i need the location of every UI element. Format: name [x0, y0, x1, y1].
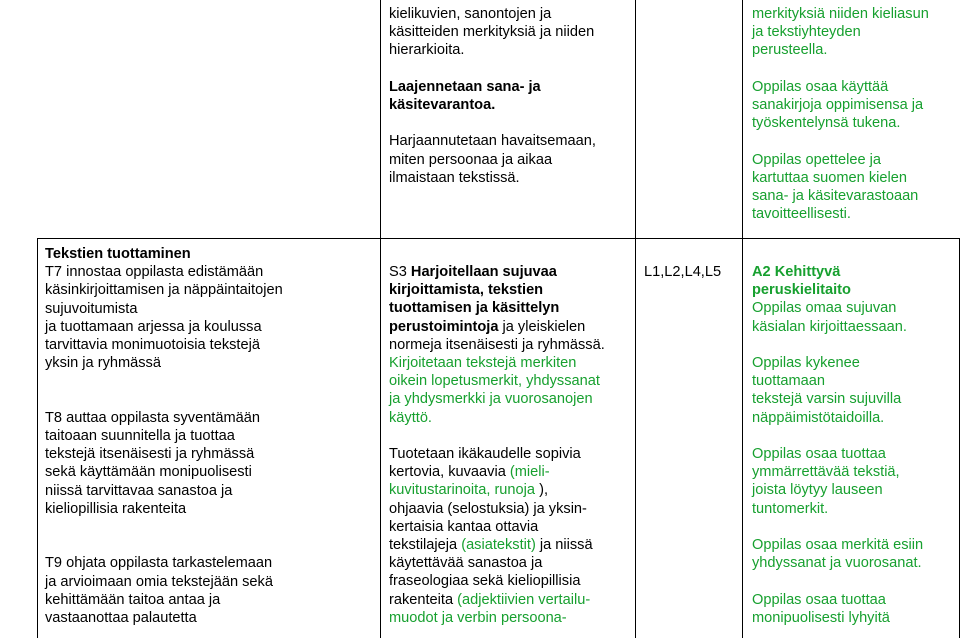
text-line: tekstejä varsin sujuvilla	[752, 391, 902, 408]
text-line: joista löytyy lauseen	[752, 482, 883, 499]
text-line: työskentelynsä tukena.	[752, 115, 901, 132]
text-line: Oppilas opettelee ja	[752, 151, 881, 168]
text-line: näppäimistötaidoilla.	[752, 409, 885, 426]
text-line: tuntomerkit.	[752, 500, 829, 517]
text-line: sana- ja käsitevarastoaan	[752, 188, 919, 204]
assessment-cell	[752, 263, 923, 627]
text-line: Laajennetaan sana- ja	[389, 78, 541, 95]
level-heading: A2 Kehittyvä	[752, 264, 841, 280]
text-line: ja tuottamaan arjessa ja koulussa	[45, 318, 262, 335]
text-fragment: kuvitustarinoita, runoja	[389, 482, 540, 499]
text-line: Oppilas omaa sujuvan	[752, 300, 897, 317]
text-line: käsialan kirjoittaessaan.	[752, 318, 907, 335]
text-line: fraseologiaa sekä kieliopillisia	[389, 573, 581, 590]
text-line: ja tekstiyhteyden	[752, 24, 861, 41]
top-col2-cell	[389, 5, 596, 187]
text-fragment: ja yleiskielen	[498, 318, 586, 335]
text-fragment: kertovia, kuvaavia	[389, 464, 510, 481]
text-line: Harjaannutetaan havaitsemaan,	[389, 133, 596, 150]
text-line: Oppilas osaa tuottaa	[752, 591, 886, 608]
text-line: Oppilas osaa käyttää	[752, 78, 889, 95]
text-line: käsitteiden merkityksiä ja niiden	[389, 24, 595, 41]
text-line: niissä tarvittavaa sanastoa ja	[45, 482, 233, 499]
text-line: kirjoittamista, tekstien	[389, 282, 544, 299]
text-line: Oppilas kykenee	[752, 355, 860, 371]
content-cell	[389, 263, 605, 627]
text-line: kertaisia kantaa ottavia	[389, 518, 539, 535]
text-fragment: (asiatekstit)	[461, 537, 536, 554]
text-line: T9 ohjata oppilasta tarkastelemaan	[45, 555, 273, 572]
text-line: kielikuvien, sanontojen ja	[389, 6, 552, 22]
table-border-left	[37, 238, 38, 638]
text-line: sanakirjoja oppimisensa ja	[752, 97, 924, 113]
objectives-cell	[45, 245, 283, 627]
text-line: oikein lopetusmerkit, yhdyssanat	[389, 373, 600, 390]
text-line: tuottamaan	[752, 373, 826, 390]
text-fragment: ),	[539, 482, 548, 499]
text-line: sekä käyttämään monipuolisesti	[45, 464, 252, 481]
text-line: käsinkirjoittamisen ja näppäintaitojen	[45, 282, 283, 299]
text-fragment: tekstilajeja	[389, 537, 462, 554]
text-line: Oppilas osaa merkitä esiin	[752, 537, 924, 553]
text-line: tavoitteellisesti.	[752, 206, 851, 223]
table-row-divider	[37, 238, 960, 239]
s3-prefix: S3	[389, 264, 411, 280]
text-line: käsitevarantoa.	[389, 97, 496, 113]
text-line: käytettävää sanastoa ja	[389, 555, 543, 572]
text-line: ja yhdysmerkki ja vuorosanojen	[389, 391, 593, 408]
text-fragment: rakenteita	[389, 591, 458, 608]
text-line: Kirjoitetaan tekstejä merkiten	[389, 355, 577, 372]
table-border-col3	[635, 0, 636, 638]
text-line: ohjaavia (selostuksia) ja yksin-	[389, 500, 587, 517]
text-line: muodot ja verbin persoona-	[389, 609, 567, 626]
text-line: taitoaan suunnitella ja tuottaa	[45, 428, 235, 444]
text-line: kieliopillisia rakenteita	[45, 500, 187, 517]
text-line: Tuotetaan ikäkaudelle sopivia	[389, 446, 581, 463]
text-line: ilmaistaan tekstissä.	[389, 169, 520, 186]
text-fragment: (mieli-	[509, 464, 550, 481]
text-line: normeja itsenäisesti ja ryhmässä.	[389, 336, 605, 353]
table-border-col4	[742, 0, 743, 638]
text-line: tekstejä itsenäisesti ja ryhmässä	[45, 446, 255, 463]
text-line: vastaanottaa palautetta	[45, 610, 197, 626]
level-heading: peruskielitaito	[752, 282, 851, 299]
text-line: T8 auttaa oppilasta syventämään	[45, 409, 260, 426]
text-line: yhdyssanat ja vuorosanat.	[752, 555, 922, 572]
text-line: merkityksiä niiden kieliasun	[752, 6, 929, 22]
area-codes: L1,L2,L4,L5	[644, 264, 722, 280]
section-heading: Tekstien tuottaminen	[45, 246, 191, 262]
table-border-col2	[380, 0, 381, 638]
text-line: hierarkioita.	[389, 42, 465, 59]
text-line: perusteella.	[752, 42, 828, 59]
text-line: sujuvoitumista	[45, 300, 138, 317]
text-line: ja arvioimaan omia tekstejään sekä	[45, 573, 273, 590]
codes-cell	[644, 263, 721, 281]
text-line: kartuttaa suomen kielen	[752, 169, 907, 186]
text-line: kehittämään taitoa antaa ja	[45, 591, 221, 608]
text-fragment: (adjektiivien vertailu-	[457, 591, 591, 608]
text-fragment: ja niissä	[535, 537, 593, 554]
text-line: yksin ja ryhmässä	[45, 355, 161, 372]
text-line: käyttö.	[389, 409, 432, 426]
text-fragment: perustoimintoja	[389, 318, 499, 335]
text-line: miten persoonaa ja aikaa	[389, 151, 553, 168]
text-line: T7 innostaa oppilasta edistämään	[45, 264, 264, 281]
s3-title: Harjoitellaan sujuvaa	[410, 264, 557, 280]
text-line: tarvittavia monimuotoisia tekstejä	[45, 337, 260, 354]
text-line: tuottamisen ja käsittelyn	[389, 300, 560, 317]
text-line: Oppilas osaa tuottaa	[752, 446, 886, 462]
top-col5-cell	[752, 5, 929, 223]
text-line: monipuolisesti lyhyitä	[752, 609, 890, 626]
text-line: ymmärrettävää tekstiä,	[752, 464, 900, 481]
